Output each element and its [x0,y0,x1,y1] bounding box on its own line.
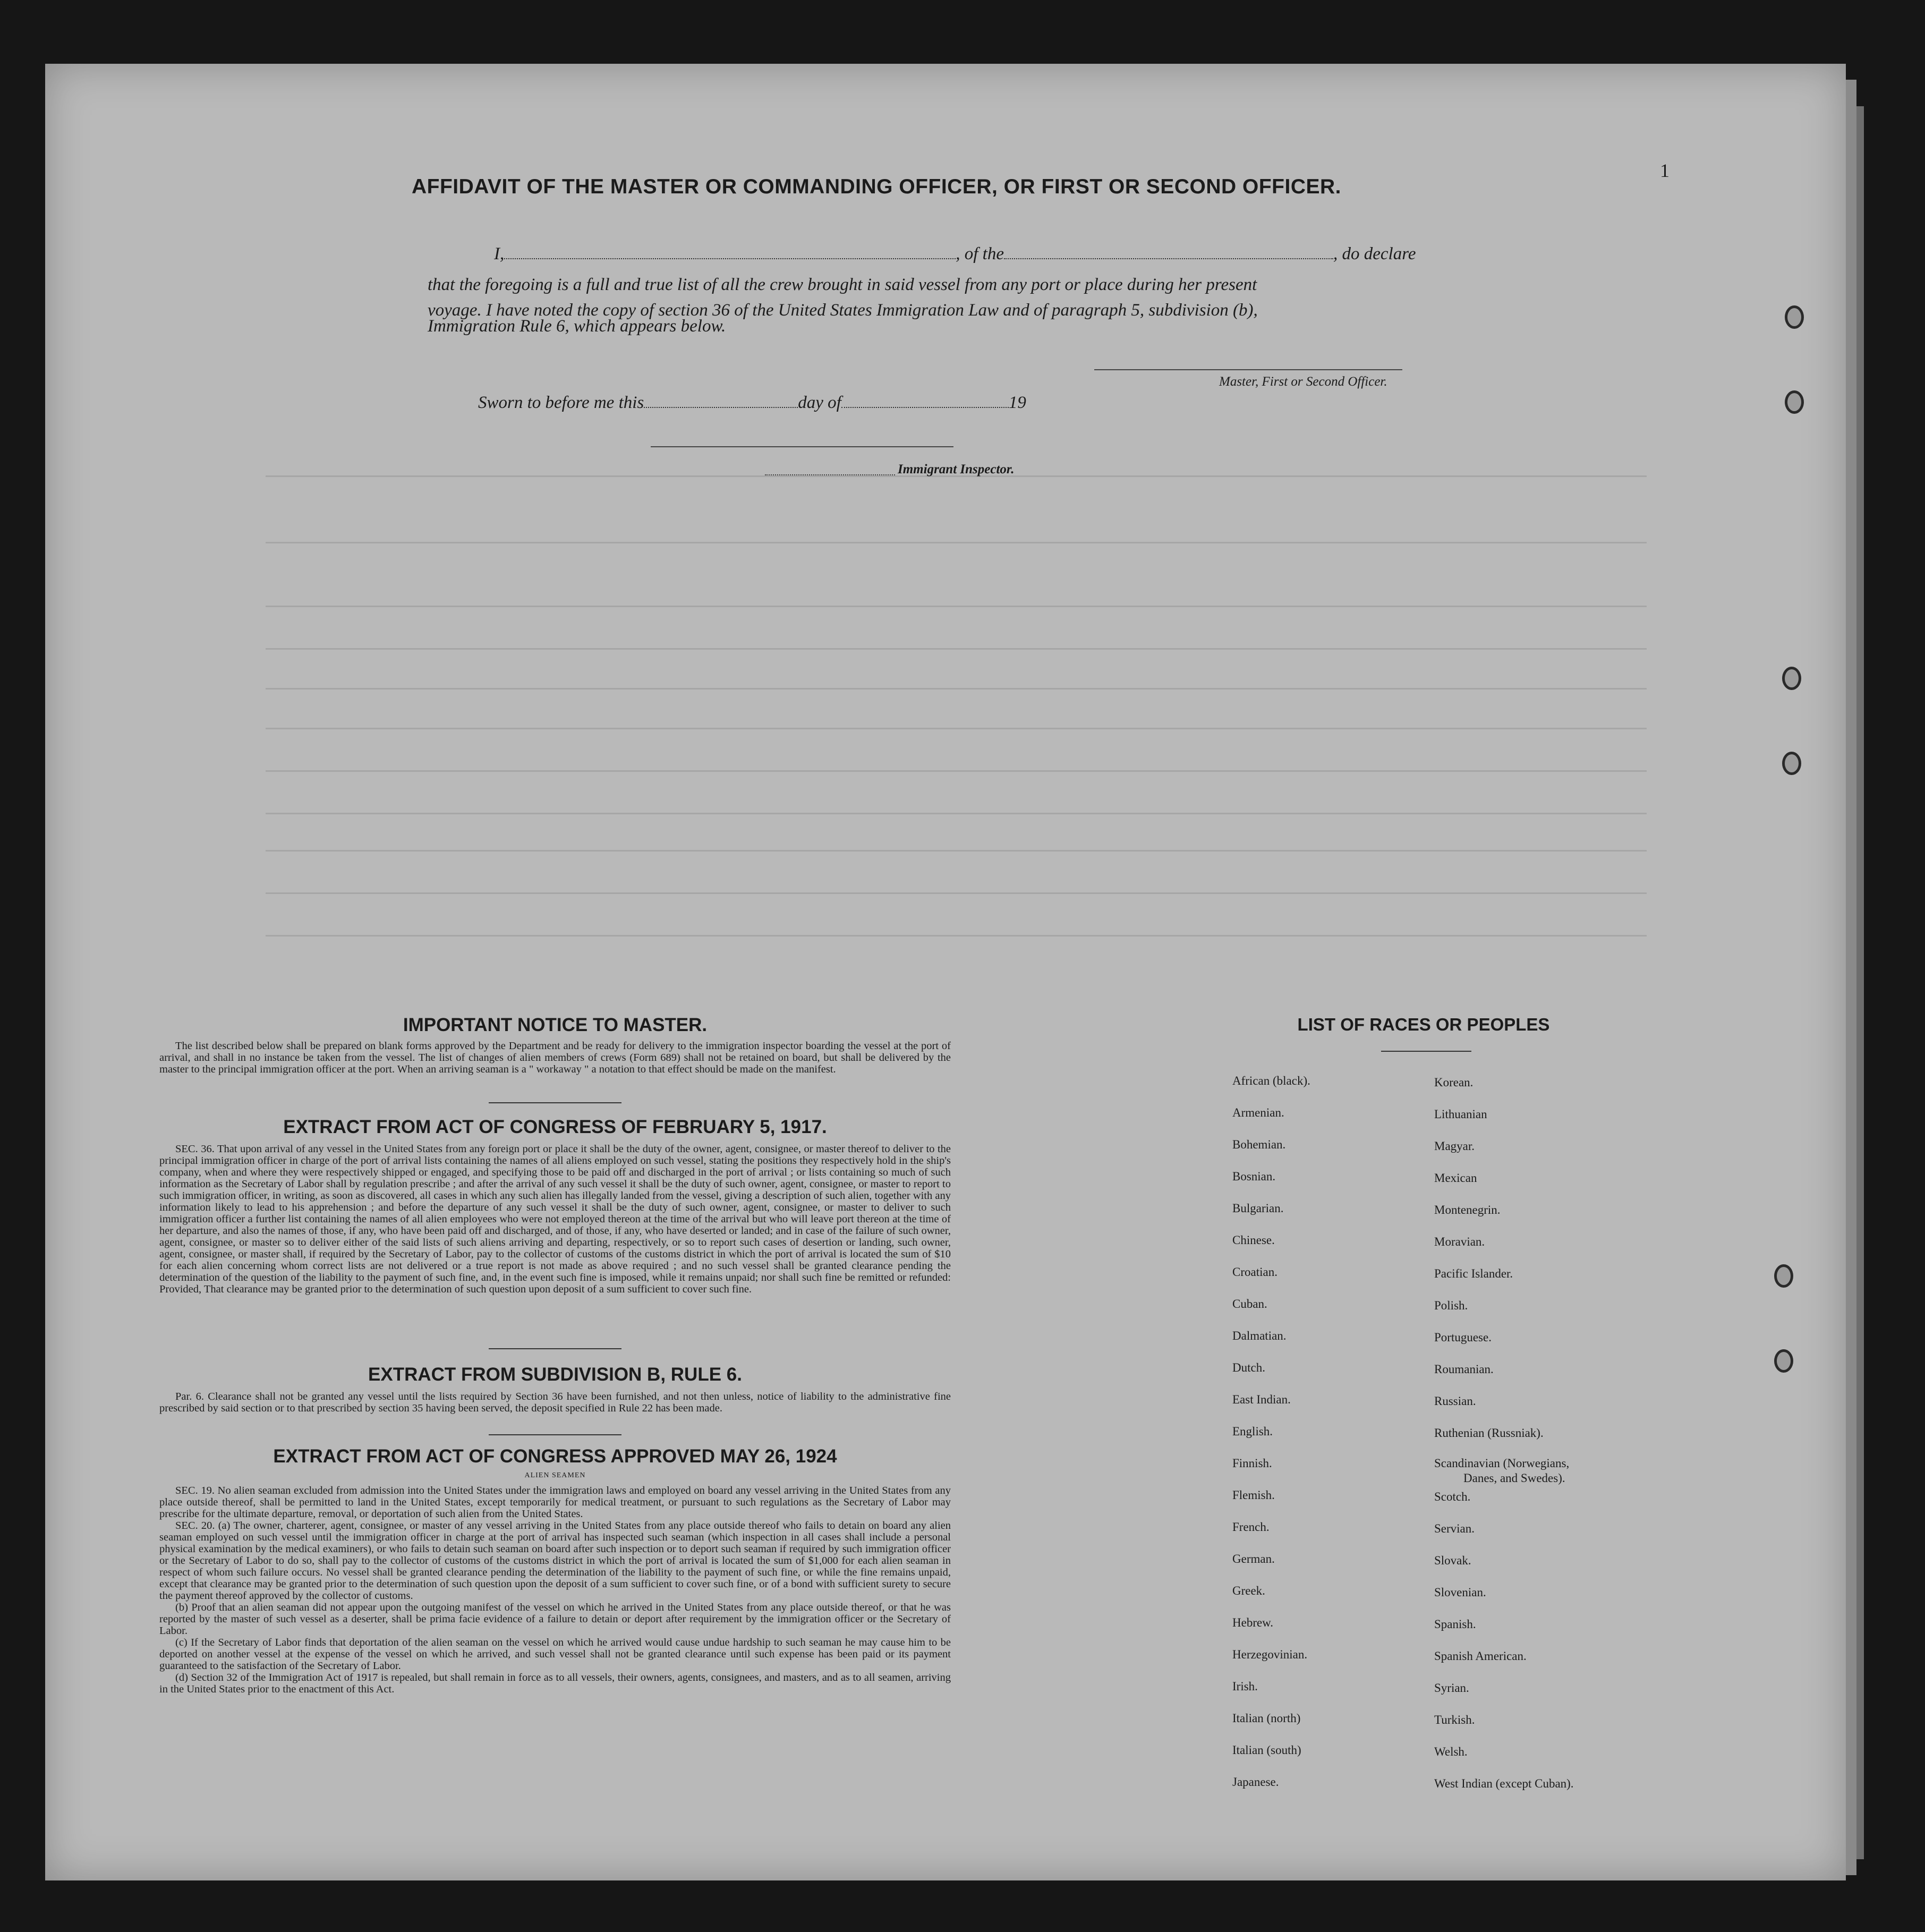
bleed-through-row [266,813,1647,814]
sec-20c-paragraph: (c) If the Secretary of Labor finds that deportation of the alien seaman on the vessel on which he arrived would cause undue hardship to such seaman he may cause him to be deported on another vessel at the expense of the vessel on which he arrived, and such vessel shall not be granted clearance until such expense has been paid or its payment guaranteed to the satisfaction of the Secretary of Labor. [159,1637,951,1672]
sec-19-paragraph: SEC. 19. No alien seaman excluded from admission into the United States under the immigration laws and employed on board any vessel arriving in the United States from any place outside thereof, shall be permitted to land in the United States, except temporarily for medical treatment, or pursuant to such regulations as the Secretary of Labor may prescribe for the ultimate departure, removal, or deportation of such alien from the United States. [159,1485,951,1520]
vessel-blank[interactable] [1004,258,1333,259]
race-item: Dutch. [1232,1361,1265,1374]
punch-hole [1785,390,1804,414]
notice-body [159,1040,951,1075]
page-number: 1 [1660,160,1670,181]
race-item: Bohemian. [1232,1138,1286,1151]
race-item: Magyar. [1434,1139,1475,1153]
sec-20d-paragraph: (d) Section 32 of the Immigration Act of 1917 is repealed, but shall remain in force as to all vessels, their owners, agents, consignees, and masters, and as to all seamen, arriving in the United States prior to the enactment of this Act. [159,1672,951,1695]
race-item: Flemish. [1232,1488,1275,1502]
race-item: Montenegrin. [1434,1203,1501,1216]
races-title: LIST OF RACES OR PEOPLES [1297,1015,1550,1034]
notice-title: IMPORTANT NOTICE TO MASTER. [403,1015,708,1035]
notice-paragraph: The list described below shall be prepared on blank forms approved by the Department and be ready for delivery to the immigration inspector boarding the vessel at the port of arrival, and shall in no instance be taken from the vessel. The list of changes of alien members of crews (Form 689) shall not be retained on board, but shall be delivered by the master to the principal immigration officer at the port. When an arriving seaman is a " workaway " a notation to that effect should be made on the manifest. [159,1040,951,1075]
race-item: Polish. [1434,1299,1468,1312]
sworn-line [478,388,1169,418]
punch-hole [1782,667,1801,690]
race-item: Ruthenian (Russniak). [1434,1426,1544,1440]
race-item: Syrian. [1434,1681,1469,1695]
name-blank[interactable] [504,258,956,259]
race-item: Chinese. [1232,1233,1275,1247]
affidavit-line-3: voyage. I have noted the copy of section 36 of the United States Immigration Law and of paragraph 5, subdivision (b), [428,301,1258,320]
bleed-through-row [266,648,1647,650]
page-edge-shadow [1856,106,1864,1859]
sec-20a-paragraph: SEC. 20. (a) The owner, charterer, agent, consignee, or master of any vessel arriving in the United States from any place outside thereof who fails to detain on board any alien seaman employed on such vessel until the immigration officer in charge at the port of arrival has inspected such seaman (which inspection in all cases shall include a personal physical examination by the medical examiners), or who fails to detain such seaman on board after such inspection or to deport such seaman if required by such immigration officer or the Secretary of Labor to do so, shall pay to the collector of customs of the customs district in which the port of arrival is located the sum of $1,000 for each alien seaman in respect of whom such failure occurs. No vessel shall be granted clearance pending the determination of the liability to the payment of such fine, or while the fine remains unpaid, except that clearance may be granted prior to the determination of such question upon the deposit of a sum sufficient to cover such fine, or of a bond with sufficient surety to secure the payment thereof approved by the collector of customs. [159,1520,951,1602]
rule-6-paragraph: Par. 6. Clearance shall not be granted any vessel until the lists required by Section 36 have been furnished, and not then unless, notice of liability to the administrative fine prescribed by said section or to that prescribed by section 35 having been served, the deposit specified in Rule 22 has been made. [159,1391,951,1414]
page-edge [1846,80,1856,1875]
section-36-paragraph: SEC. 36. That upon arrival of any vessel in the United States from any foreign port or place it shall be the duty of the owner, agent, consignee, or master thereof to deliver to the principal immigration officer in charge of the port of arrival lists containing the names of all aliens employed on such vessel, stating the positions they respectively hold in the ship's company, when and where they were respectively shipped or engaged, and specifying those to be paid off and discharged in the port of arrival ; or lists containing so much of such information as the Secretary of Labor shall by regulation prescribe ; and after the arrival of any such vessel it shall be the duty of such owner, agent, consignee, or master to report to such immigration officer, in writing, as soon as discovered, all cases in which any such alien has illegally landed from the vessel, giving a description of such alien, together with any information likely to lead to his apprehension ; and before the departure of any such vessel it shall be the duty of such owner, agent, consignee, or master to deliver to such immigration officer a further list containing the names of all alien employees who were not employed thereon at the time of the arrival but who will leave port thereon at the time of her departure, and also the names of those, if any, who have been paid off and discharged, and of those, if any, who have deserted or landed; and in case of the failure of such owner, agent, consignee, or master so to deliver either of the said lists of such aliens arriving and departing, respectively, or so to report such cases of desertion or landing, such owner, agent, consignee, or master shall, if required by the Secretary of Labor, pay to the collector of customs of the customs district in which the port of arrival is located the sum of $10 for each alien concerning whom correct lists are not delivered or a true report is not made as above required ; and no such vessel shall be granted clearance pending the determination of the question of the liability to the payment of such fine, and, in the event such fine is imposed, while it remains unpaid; nor shall such fine be remitted or refunded: Provided, That clearance may be granted prior to the determination of such question upon deposit of a sum sufficient to cover such fine. [159,1143,951,1295]
race-item: Greek. [1232,1584,1265,1597]
race-item: East Indian. [1232,1393,1291,1406]
race-item: African (black). [1232,1074,1310,1087]
bleed-through-row [266,935,1647,937]
race-item: Herzegovinian. [1232,1648,1308,1661]
races-divider [1381,1051,1471,1052]
race-item: Cuban. [1232,1297,1267,1310]
inspector-caption: Immigrant Inspector. [898,462,1015,476]
master-signature-caption: Master, First or Second Officer. [1219,375,1387,389]
race-item: Scotch. [1434,1490,1471,1503]
race-item: Finnish. [1232,1457,1272,1470]
race-item: Scandinavian (Norwegians, [1434,1457,1570,1470]
sworn-year: 19 [1008,393,1026,412]
sworn-label: Sworn to before me this [478,393,644,412]
punch-hole [1774,1264,1793,1288]
race-item: Croatian. [1232,1265,1277,1279]
punch-hole [1782,752,1801,775]
race-item: Danes, and Swedes). [1463,1471,1565,1485]
affidavit-do-declare: , do declare [1333,244,1416,263]
day-of-label: day of [798,393,841,412]
race-item: Turkish. [1434,1713,1475,1726]
bleed-through-row [266,850,1647,852]
extract-1917-body [159,1143,951,1295]
race-item: Hebrew. [1232,1616,1274,1629]
divider [489,1102,621,1103]
affidavit-title: AFFIDAVIT OF THE MASTER OR COMMANDING OFFICER, OR FIRST OR SECOND OFFICER. [411,175,1342,198]
race-item: Pacific Islander. [1434,1267,1513,1280]
race-item: Welsh. [1434,1745,1468,1758]
inspector-signature-line[interactable] [651,446,953,447]
bleed-through-row [266,542,1647,543]
race-item: Spanish American. [1434,1649,1527,1663]
extract-1924-body [159,1485,951,1695]
race-item: Irish. [1232,1680,1258,1693]
race-item: Russian. [1434,1394,1476,1408]
bleed-through-row [266,892,1647,894]
race-item: Dalmatian. [1232,1329,1287,1342]
divider [489,1434,621,1435]
master-signature-line[interactable] [1094,369,1402,370]
punch-hole [1774,1349,1793,1373]
race-item: Japanese. [1232,1775,1279,1789]
race-item: Mexican [1434,1171,1477,1185]
race-item: Bulgarian. [1232,1202,1284,1215]
race-item: Italian (south) [1232,1743,1301,1757]
divider [489,1348,621,1349]
race-item: Bosnian. [1232,1170,1276,1183]
alien-seamen-subhead: ALIEN SEAMEN [524,1471,586,1479]
race-item: Italian (north) [1232,1712,1301,1725]
race-item: Portuguese. [1434,1331,1492,1344]
race-item: Slovak. [1434,1554,1471,1567]
race-item: Lithuanian [1434,1108,1487,1121]
race-item: West Indian (except Cuban). [1434,1777,1574,1790]
affidavit-line-2: that the foregoing is a full and true list of all the crew brought in said vessel from any port or place during her present [428,275,1257,294]
race-item: Spanish. [1434,1618,1476,1631]
sworn-day-blank[interactable] [644,407,798,408]
bleed-through-row [266,728,1647,729]
extract-1917-title: EXTRACT FROM ACT OF CONGRESS OF FEBRUARY 5, 1917. [283,1117,827,1137]
rule-6-body [159,1391,951,1414]
affidavit-of-the: , of the [956,244,1004,263]
race-item: Armenian. [1232,1106,1284,1119]
race-item: Korean. [1434,1076,1473,1089]
punch-hole [1785,305,1804,329]
affidavit-line-4: Immigration Rule 6, which appears below. [428,317,726,336]
race-item: Moravian. [1434,1235,1485,1248]
bleed-through-row [266,606,1647,607]
race-item: French. [1232,1520,1270,1534]
sworn-month-blank[interactable] [841,407,1009,408]
inspector-signature-line-short [765,474,895,475]
bleed-through-row [266,688,1647,690]
affidavit-line-1 [494,239,1445,269]
affidavit-i: I, [494,244,505,263]
extract-1924-title: EXTRACT FROM ACT OF CONGRESS APPROVED MAY 26, 1924 [273,1446,837,1467]
bleed-through-row [266,770,1647,772]
race-item: Slovenian. [1434,1586,1486,1599]
race-item: Roumanian. [1434,1363,1494,1376]
sec-20b-paragraph: (b) Proof that an alien seaman did not appear upon the outgoing manifest of the vessel on which he arrived in the United States from any place outside thereof, or that he was reported by the master of such vessel as a deserter, shall be prima facie evidence of a failure to detain or deport after requirement by the immigration officer or the Secretary of Labor. [159,1602,951,1637]
rule-6-title: EXTRACT FROM SUBDIVISION B, RULE 6. [368,1364,742,1385]
race-item: Servian. [1434,1522,1475,1535]
race-item: English. [1232,1425,1273,1438]
race-item: German. [1232,1552,1275,1565]
